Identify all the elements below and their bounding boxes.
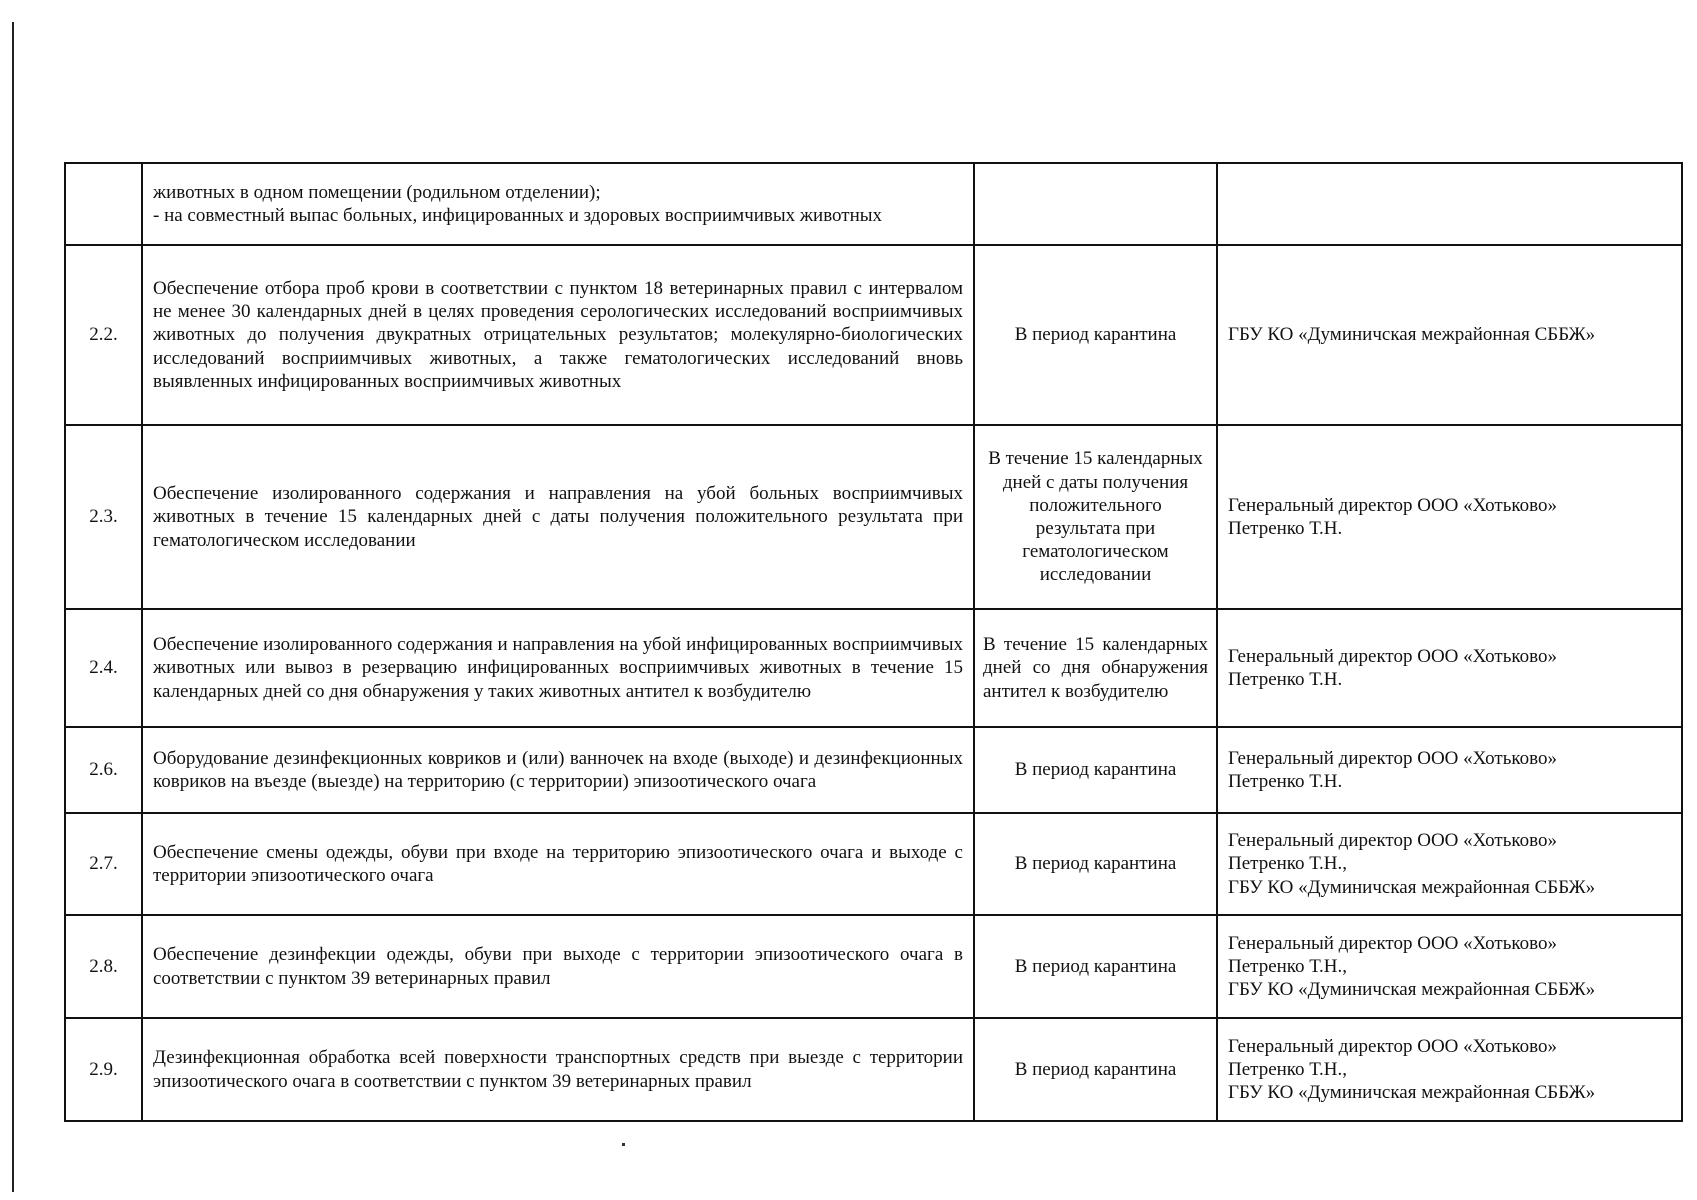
- measure-period: В период карантина: [974, 245, 1217, 425]
- measure-period: В течение 15 календарных дней с даты получения положительного результата при гематологическом исследовании: [974, 425, 1217, 609]
- measure-description: [142, 609, 974, 727]
- responsible-line: Петренко Т.Н.: [1228, 518, 1343, 539]
- measure-description: [142, 425, 974, 609]
- responsible-line: Петренко Т.Н.,: [1228, 1058, 1347, 1080]
- responsible-party: [1217, 609, 1682, 727]
- measure-period: [974, 163, 1217, 245]
- responsible-line: Петренко Т.Н.: [1228, 669, 1343, 690]
- description-line: Обеспечение смены одежды, обуви при входе на территорию эпизоотического очага и выходе с территории эпизоотического очага: [153, 841, 963, 886]
- responsible-line: ГБУ КО «Думиничская межрайонная СББЖ»: [1228, 324, 1596, 346]
- row-number: 2.7.: [65, 813, 142, 915]
- description-line: Оборудование дезинфекционных ковриков и (или) ванночек на входе (выходе) и дезинфекционных ковриков на въезде (выезде) на территорию (с территории) эпизоотического очага: [153, 747, 963, 792]
- responsible-party: [1217, 813, 1682, 915]
- responsible-party: [1217, 915, 1682, 1018]
- responsible-line: ГБУ КО «Думиничская межрайонная СББЖ»: [1228, 876, 1596, 898]
- responsible-line: Петренко Т.Н.,: [1228, 955, 1347, 977]
- table-row: [65, 1018, 1682, 1121]
- table-row: [65, 915, 1682, 1018]
- responsible-line: Генеральный директор ООО «Хотьково»: [1228, 932, 1557, 954]
- row-number: [65, 163, 142, 245]
- responsible-party: [1217, 727, 1682, 813]
- responsible-line: ГБУ КО «Думиничская межрайонная СББЖ»: [1228, 979, 1596, 1001]
- row-number: 2.8.: [65, 915, 142, 1018]
- table-row: [65, 163, 1682, 245]
- responsible-line: Генеральный директор ООО «Хотьково»: [1228, 747, 1557, 769]
- quarantine-measures-table: [64, 162, 1683, 1122]
- measure-description: [142, 245, 974, 425]
- responsible-line: Генеральный директор ООО «Хотьково»: [1228, 494, 1557, 516]
- table-row: [65, 245, 1682, 425]
- description-line: Обеспечение изолированного содержания и направления на убой инфицированных восприимчивых животных или вывоз в резервацию инфицированных восприимчивых животных в течение 15 календарных дней со дня обнаружения у таких животных антител к возбудителю: [153, 634, 963, 702]
- responsible-party: [1217, 163, 1682, 245]
- description-line: Дезинфекционная обработка всей поверхности транспортных средств при выезде с территории эпизоотического очага в соответствии с пунктом 39 ветеринарных правил: [153, 1047, 963, 1092]
- description-line: животных в одном помещении (родильном отделении);: [153, 181, 601, 203]
- row-number: 2.2.: [65, 245, 142, 425]
- responsible-line: Петренко Т.Н.: [1228, 771, 1343, 792]
- row-number: 2.3.: [65, 425, 142, 609]
- measure-description: [142, 813, 974, 915]
- row-number: 2.9.: [65, 1018, 142, 1121]
- responsible-party: [1217, 425, 1682, 609]
- responsible-line: ГБУ КО «Думиничская межрайонная СББЖ»: [1228, 1082, 1596, 1104]
- row-number: 2.6.: [65, 727, 142, 813]
- measure-description: [142, 1018, 974, 1121]
- measure-period: В течение 15 календарных дней со дня обнаружения антител к возбудителю: [974, 609, 1217, 727]
- responsible-line: Генеральный директор ООО «Хотьково»: [1228, 645, 1557, 667]
- description-line: - на совместный выпас больных, инфицированных и здоровых восприимчивых животных: [153, 205, 883, 226]
- page-margin-line: [12, 22, 14, 1192]
- measure-period: В период карантина: [974, 727, 1217, 813]
- table-row: [65, 609, 1682, 727]
- scan-speck: [622, 1143, 625, 1146]
- measure-period: В период карантина: [974, 813, 1217, 915]
- table-row: [65, 425, 1682, 609]
- responsible-party: [1217, 245, 1682, 425]
- description-line: Обеспечение дезинфекции одежды, обуви при выходе с территории эпизоотического очага в соответствии с пунктом 39 ветеринарных правил: [153, 944, 963, 989]
- responsible-line: Генеральный директор ООО «Хотьково»: [1228, 1035, 1557, 1057]
- measure-period: В период карантина: [974, 915, 1217, 1018]
- measure-description: [142, 163, 974, 245]
- responsible-party: [1217, 1018, 1682, 1121]
- table-row: [65, 727, 1682, 813]
- row-number: 2.4.: [65, 609, 142, 727]
- measure-description: [142, 915, 974, 1018]
- table-row: [65, 813, 1682, 915]
- description-line: Обеспечение изолированного содержания и направления на убой больных восприимчивых животных в течение 15 календарных дней с даты получения положительного результата при гематологическом исследовании: [153, 483, 963, 551]
- description-line: Обеспечение отбора проб крови в соответствии с пунктом 18 ветеринарных правил с интервалом не менее 30 календарных дней в целях проведения серологических исследований восприимчивых животных до получения двукратных отрицательных результатов; молекулярно-биологических исследований восприимчивых животных, а также гематологических исследований вновь выявленных инфицированных восприимчивых животных: [153, 278, 963, 392]
- measure-period: В период карантина: [974, 1018, 1217, 1121]
- responsible-line: Генеральный директор ООО «Хотьково»: [1228, 830, 1557, 852]
- measure-description: [142, 727, 974, 813]
- responsible-line: Петренко Т.Н.,: [1228, 853, 1347, 875]
